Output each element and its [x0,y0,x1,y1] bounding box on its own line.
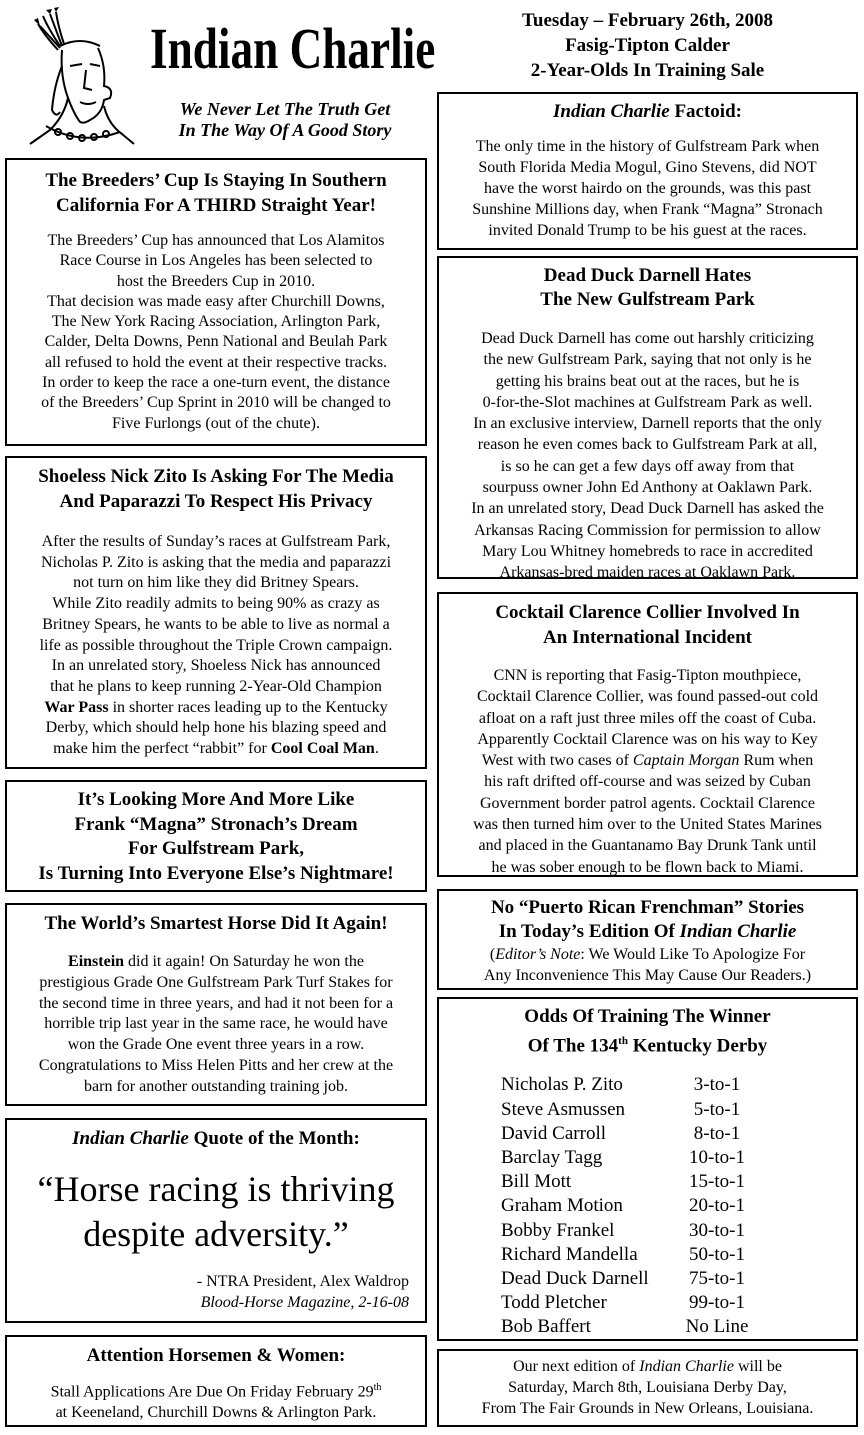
breeders-cup-box [5,158,427,446]
trainer-name: Barclay Tagg [501,1146,603,1168]
masthead [0,0,436,155]
quote-text: “Horse racing is thriving despite adversity.” [37,1169,395,1254]
zito-body: After the results of Sunday’s races at Gulfstream Park, Nicholas P. Zito is asking that the media and paparazzi not turn on him like they did Britney Spears. While Zito readily admits to being 90% as crazy as Britney Spears, he wants to be able to live as normal a life as possible throughout the Triple Crown campaign. In an unrelated story, Shoeless Nick has announced that he plans to keep running 2-Year-Old Champion War Pass in shorter races leading up to the Kentucky Derby, which should help hone his blazing speed and make him the perfect “rabbit” for Cool Coal Man. [39,533,393,758]
trainer-name: Todd Pletcher [501,1292,607,1314]
chief-portrait-icon [10,6,140,150]
dead-duck-title: Dead Duck Darnell Hates The New Gulfstream Park [540,265,755,310]
odds-table [439,1073,856,1339]
breeders-cup-title: The Breeders’ Cup Is Staying In Southern California For A THIRD Straight Year! [45,170,387,216]
breeders-cup-body: The Breeders’ Cup has announced that Los Alamitos Race Course in Los Angeles has been selected to host the Breeders Cup in 2010. That decision was made easy after Churchill Downs, The New York Racing Association, Arlington Park, Calder, Delta Downs, Penn National and Beulah Park all refused to hold the event at their respective tracks. In order to keep the race a one-turn event, the distance of the Breeders’ Cup Sprint in 2010 will be changed to Five Furlongs (out of the chute). [41,232,391,432]
factoid-title: Indian Charlie Factoid: [553,101,742,122]
odds-row [439,1146,856,1170]
odds-row [439,1073,856,1097]
odds-row [439,1315,856,1339]
dead-duck-body: Dead Duck Darnell has come out harshly criticizing the new Gulfstream Park, saying that not only is he getting his brains beat out at the races, but he is 0-for-the-Slot machines at Gulfstream Park as well. In an exclusive interview, Darnell reports that the only reason he even comes back to Gulfstream Park at all, is so he can get a few days off away from that sourpuss owner John Ed Anthony at Oaklawn Park. In an unrelated story, Dead Duck Darnell has asked the Arkansas Racing Commission for permission to allow Mary Lou Whitney homebreds to race in accredited Arkansas-bred maiden races at Oaklawn Park. [471,330,824,582]
next-edition-box [437,1349,858,1427]
trainer-name: Dead Duck Darnell [501,1267,649,1289]
cocktail-body: CNN is reporting that Fasig-Tipton mouthpiece, Cocktail Clarence Collier, was found passed-out cold afloat on a raft just three miles off the coast of Cuba. Apparently Cocktail Clarence was on his way to Key West with two cases of Captain Morgan Rum when his raft drifted off-course and was seized by Cuban Government border patrol agents. Cocktail Clarence was then turned him over to the United States Marines and placed in the Guantanamo Bay Drunk Tank until he was sober enough to be flown back to Miami. [473,667,822,876]
issue-date: Tuesday – February 26th, 2008 [521,10,774,31]
trainer-odds: 8-to-1 [693,1122,741,1144]
quote-box [5,1118,427,1323]
trainer-name: Steve Asmussen [501,1098,626,1120]
magna-box [5,780,427,892]
trainer-odds: 30-to-1 [689,1219,745,1241]
trainer-odds: 5-to-1 [693,1098,741,1120]
trainer-odds: No Line [685,1316,749,1338]
odds-row [439,1219,856,1243]
trainer-name: Bill Mott [501,1171,572,1193]
quote-attribution: - NTRA President, Alex Waldrop Blood-Horse Magazine, 2-16-08 [196,1273,409,1311]
slogan-line-1: We Never Let The Truth Get [179,99,391,119]
odds-row [439,1291,856,1315]
odds-row [439,1267,856,1291]
attention-title: Attention Horsemen & Women: [86,1345,346,1366]
trainer-name: David Carroll [501,1122,607,1144]
trainer-name: Nicholas P. Zito [501,1074,623,1096]
odds-row [439,1194,856,1218]
next-edition-text: Our next edition of Indian Charlie will be Saturday, March 8th, Louisiana Derby Day, From The Fair Grounds in New Orleans, Louisiana. [481,1358,814,1417]
trainer-name: Richard Mandella [501,1243,638,1265]
odds-title: Odds Of Training The Winner Of The 134th Kentucky Derby [524,1006,771,1057]
factoid-box [437,92,858,250]
trainer-name: Bob Baffert [501,1316,591,1338]
trainer-odds: 15-to-1 [689,1171,745,1193]
trainer-odds: 3-to-1 [693,1074,741,1096]
magna-headline: It’s Looking More And More Like Frank “Magna” Stronach’s Dream For Gulfstream Park, Is Turning Into Everyone Else’s Nightmare! [38,789,394,884]
cocktail-title: Cocktail Clarence Collier Involved In An International Incident [495,602,800,648]
odds-row [439,1098,856,1122]
sale-type: 2-Year-Olds In Training Sale [530,60,765,81]
factoid-body: The only time in the history of Gulfstream Park when South Florida Media Mogul, Gino Stevens, did NOT have the worst hairdo on the grounds, was this past Sunshine Millions day, when Frank “Magna” Stronach invited Donald Trump to be his guest at the races. [472,138,823,239]
sale-name: Fasig-Tipton Calder [565,35,730,56]
masthead-slogan [150,99,420,141]
odds-row [439,1170,856,1194]
einstein-box [5,903,427,1106]
einstein-body: Einstein did it again! On Saturday he won the prestigious Grade One Gulfstream Park Turf Stakes for the second time in three years, and had it not been for a horrible trip last year in the same race, he would have won the Grade One event three years in a row. Congratulations to Miss Helen Pitts and her crew at the barn for another outstanding training job. [38,953,394,1095]
zito-title: Shoeless Nick Zito Is Asking For The Media And Paparazzi To Respect His Privacy [38,466,394,512]
attention-box [5,1335,427,1427]
puerto-box [437,889,858,990]
trainer-odds: 75-to-1 [689,1267,745,1289]
puerto-note: (Editor’s Note: We Would Like To Apologize For Any Inconvenience This May Cause Our Readers.) [483,946,812,984]
trainer-odds: 50-to-1 [689,1243,745,1265]
odds-row [439,1243,856,1267]
puerto-title: No “Puerto Rican Frenchman” Stories In Today’s Edition Of Indian Charlie [490,897,805,942]
issue-header [437,8,858,83]
slogan-line-2: In The Way Of A Good Story [178,120,392,140]
masthead-title: Indian Charlie [150,16,436,81]
odds-row [439,1122,856,1146]
cocktail-box [437,592,858,877]
trainer-odds: 20-to-1 [689,1195,745,1217]
trainer-odds: 10-to-1 [689,1146,745,1168]
trainer-name: Graham Motion [501,1195,623,1217]
attention-body: Stall Applications Are Due On Friday February 29th at Keeneland, Churchill Downs & Arlington Park. [50,1382,382,1422]
zito-box [5,456,427,769]
quote-title: Indian Charlie Quote of the Month: [72,1128,360,1149]
dead-duck-box [437,256,858,582]
einstein-title: The World’s Smartest Horse Did It Again! [44,913,388,934]
trainer-odds: 99-to-1 [689,1292,745,1314]
odds-box [437,997,858,1341]
trainer-name: Bobby Frankel [501,1219,615,1241]
